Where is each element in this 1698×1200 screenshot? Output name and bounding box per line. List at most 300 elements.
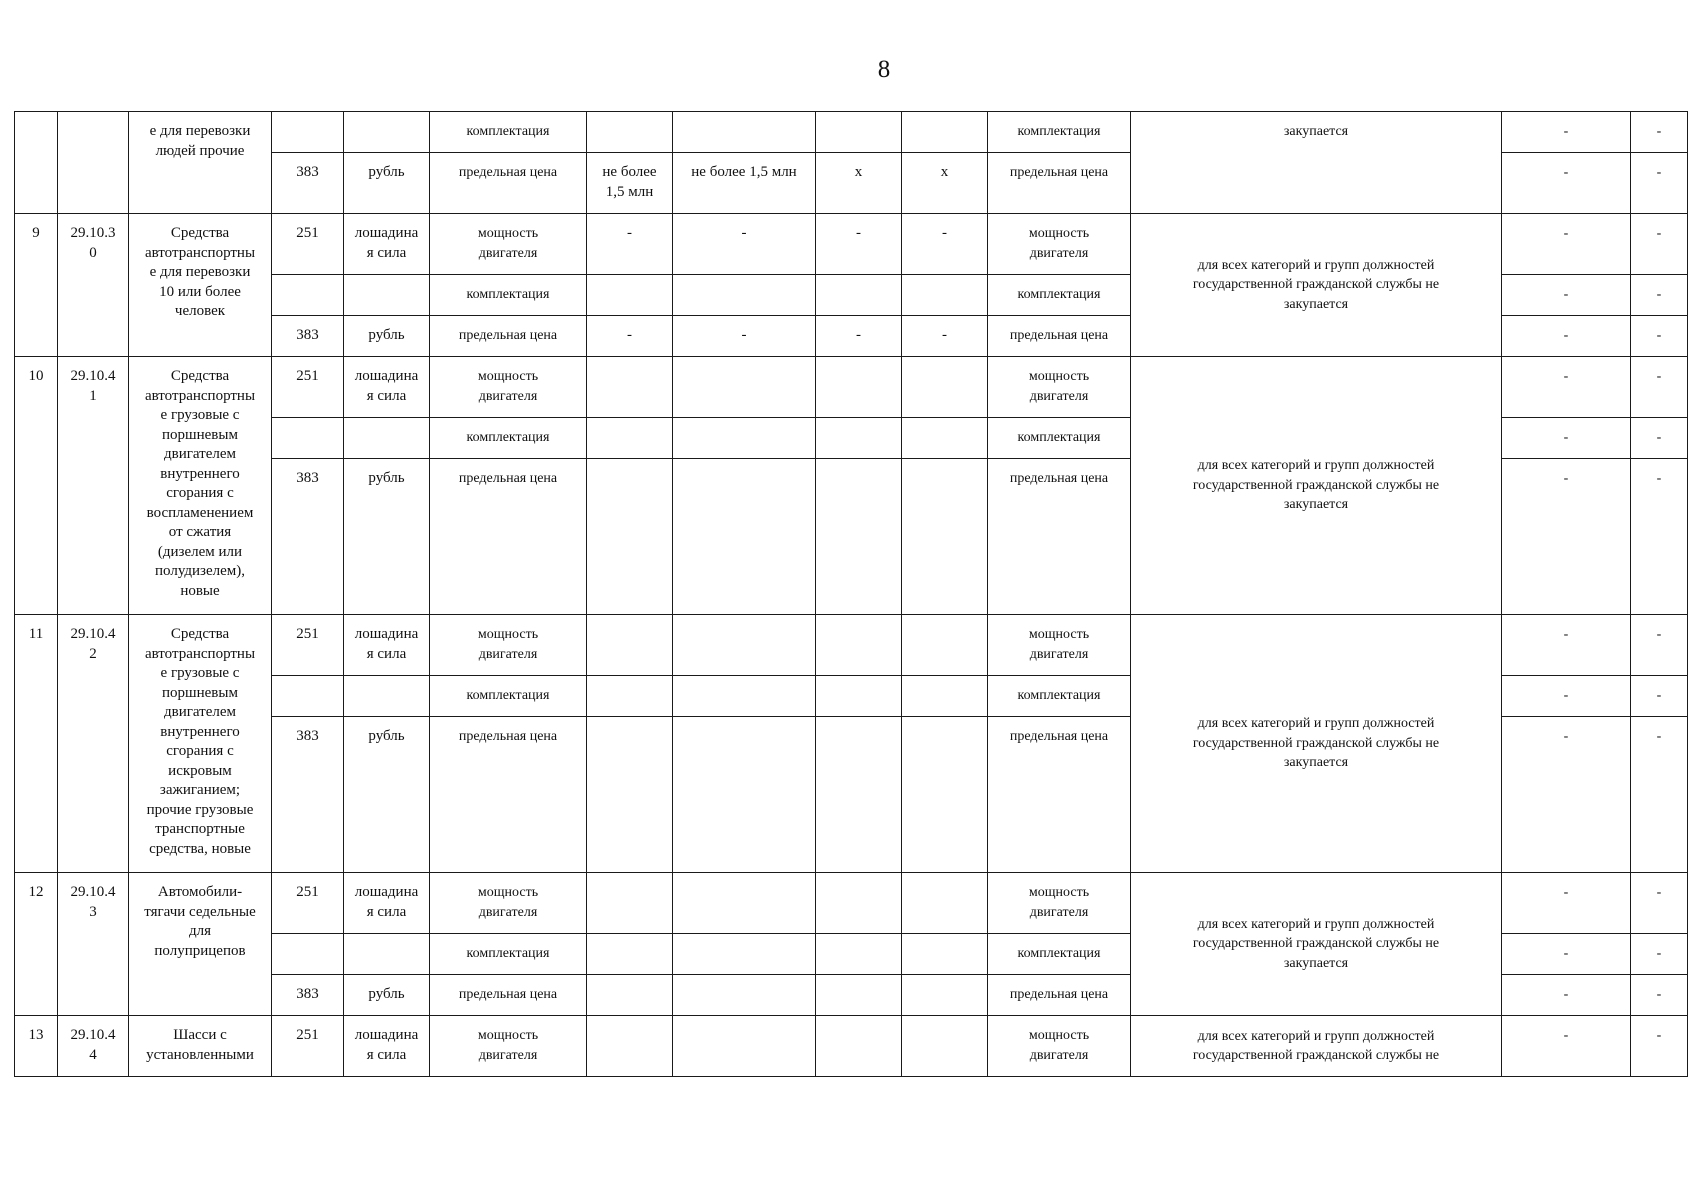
characteristic-line: двигателя (478, 646, 538, 662)
value-d (902, 934, 988, 975)
characteristic-dup-line: комплектация (1017, 688, 1101, 703)
value-a (587, 717, 673, 873)
characteristic-line: мощность (477, 885, 539, 900)
extra-value-2: - (1631, 975, 1688, 1016)
unit-name (344, 873, 430, 934)
purchase-note-line: для всех категорий и групп должностей (1197, 257, 1435, 273)
item-name-line: поршневым (162, 426, 238, 443)
okpd-code-line: 0 (89, 244, 97, 261)
okpd-code-line: 29.10.4 (70, 626, 116, 642)
item-name-line: новые (180, 582, 220, 599)
item-name-line: е для перевозки (149, 123, 251, 139)
unit-name-line: рубль (368, 164, 405, 180)
value-d: х (902, 153, 988, 214)
purchase-note-line: государственной гражданской службы не (1192, 277, 1440, 293)
value-c (816, 676, 902, 717)
purchase-note (1131, 615, 1502, 873)
purchase-note-line: государственной гражданской службы не (1192, 936, 1440, 952)
characteristic-dup (988, 934, 1131, 975)
value-b (673, 275, 816, 316)
value-d: - (902, 214, 988, 275)
extra-value-2: - (1631, 615, 1688, 676)
unit-name-line: лошадина (354, 1027, 419, 1043)
okei-code: 251 (272, 615, 344, 676)
purchase-note (1131, 112, 1502, 214)
value-b (673, 1016, 816, 1077)
item-name-line: тягачи седельные (144, 903, 256, 920)
characteristic-dup-line: комплектация (1017, 430, 1101, 445)
okei-code: 251 (272, 873, 344, 934)
item-name-line: внутреннего (160, 465, 240, 482)
value-c: х (816, 153, 902, 214)
purchase-note-line: закупается (1283, 296, 1349, 312)
characteristic-dup-line: мощность (1028, 627, 1090, 642)
value-c (816, 975, 902, 1016)
row-number: 11 (15, 615, 58, 873)
characteristic-line: предельная цена (458, 471, 558, 486)
table-row (15, 873, 1688, 934)
value-b (673, 934, 816, 975)
value-c (816, 275, 902, 316)
unit-name (344, 1016, 430, 1077)
okpd-code-line: 29.10.4 (70, 368, 116, 384)
item-name-line: поршневым (162, 684, 238, 701)
unit-name (344, 112, 430, 153)
characteristic-line: мощность (477, 1028, 539, 1043)
value-a (587, 1016, 673, 1077)
okei-code (272, 418, 344, 459)
characteristic-dup (988, 676, 1131, 717)
characteristic-line: комплектация (466, 688, 550, 703)
value-b (673, 717, 816, 873)
characteristic-dup-line: комплектация (1017, 287, 1101, 302)
extra-value-1: - (1502, 153, 1631, 214)
unit-name (344, 214, 430, 275)
purchase-note-line: для всех категорий и групп должностей (1197, 716, 1435, 732)
characteristic-dup (988, 275, 1131, 316)
value-b (673, 459, 816, 615)
unit-name-line: лошадина (354, 884, 419, 900)
characteristic (430, 676, 587, 717)
characteristic-dup-line: предельная цена (1009, 328, 1109, 343)
value-b (673, 112, 816, 153)
value-a (587, 873, 673, 934)
purchase-note-line: закупается (1283, 124, 1349, 139)
item-name-line: полуприцепов (154, 942, 246, 959)
item-name (129, 615, 272, 873)
characteristic (430, 214, 587, 275)
item-name-line: полудизелем), (155, 563, 245, 579)
table-row (15, 214, 1688, 275)
item-name-line: человек (174, 303, 226, 319)
value-d: - (902, 316, 988, 357)
okpd-code-line: 29.10.4 (70, 1027, 116, 1043)
item-name-line: для (188, 923, 212, 939)
okpd-code-line: 1 (89, 387, 97, 404)
item-name-line: Автомобили- (157, 884, 243, 900)
table-row (15, 1016, 1688, 1077)
item-name-line: Средства (170, 626, 230, 642)
value-a (587, 975, 673, 1016)
item-name (129, 357, 272, 615)
value-d (902, 717, 988, 873)
table-row (15, 357, 1688, 418)
characteristic (430, 873, 587, 934)
unit-name-line: рубль (368, 986, 405, 1002)
table-row (15, 112, 1688, 153)
characteristic-dup (988, 1016, 1131, 1077)
characteristic-line: комплектация (466, 946, 550, 961)
unit-name (344, 676, 430, 717)
extra-value-1: - (1502, 418, 1631, 459)
value-a-line: - (627, 327, 632, 343)
extra-value-1: - (1502, 316, 1631, 357)
okpd-code (58, 615, 129, 873)
characteristic (430, 717, 587, 873)
okei-code (272, 112, 344, 153)
okpd-code (58, 1016, 129, 1077)
value-c (816, 418, 902, 459)
extra-value-1: - (1502, 214, 1631, 275)
characteristic-line: комплектация (466, 287, 550, 302)
characteristic-line: комплектация (466, 430, 550, 445)
characteristic (430, 316, 587, 357)
purchase-note-line: государственной гражданской службы не (1192, 735, 1440, 751)
unit-name-line: лошадина (354, 225, 419, 241)
purchase-note-line: закупается (1283, 755, 1349, 771)
characteristic-dup (988, 357, 1131, 418)
value-d (902, 615, 988, 676)
value-c (816, 717, 902, 873)
okei-code (272, 934, 344, 975)
item-name-line: прочие грузовые (146, 801, 254, 818)
okei-code (272, 676, 344, 717)
item-name-line: людей прочие (155, 142, 245, 159)
value-c (816, 357, 902, 418)
characteristic (430, 112, 587, 153)
okpd-code-line: 29.10.4 (70, 884, 116, 900)
unit-name (344, 418, 430, 459)
characteristic (430, 1016, 587, 1077)
characteristic-dup-line: мощность (1028, 226, 1090, 241)
characteristic-dup-line: двигателя (1029, 1047, 1089, 1063)
characteristic-dup-line: предельная цена (1009, 987, 1109, 1002)
unit-name (344, 975, 430, 1016)
value-a (587, 418, 673, 459)
row-number: 12 (15, 873, 58, 1016)
item-name-line: Средства (170, 225, 230, 241)
value-d (902, 1016, 988, 1077)
item-name-line: транспортные (155, 821, 245, 837)
value-a-line: не более (602, 164, 657, 180)
item-name-line: е грузовые с (160, 665, 240, 681)
extra-value-2: - (1631, 1016, 1688, 1077)
characteristic-line: предельная цена (458, 987, 558, 1002)
extra-value-1: - (1502, 873, 1631, 934)
characteristic-line: мощность (477, 369, 539, 384)
okpd-code (58, 112, 129, 214)
characteristic-line: предельная цена (458, 328, 558, 343)
value-a-line: 1,5 млн (605, 183, 654, 200)
value-d (902, 873, 988, 934)
value-c (816, 112, 902, 153)
characteristic (430, 615, 587, 676)
characteristic-line: двигателя (478, 1047, 538, 1063)
characteristic-dup-line: мощность (1028, 885, 1090, 900)
item-name-line: е грузовые с (160, 407, 240, 423)
okei-code: 383 (272, 975, 344, 1016)
value-b: - (673, 214, 816, 275)
row-number: 10 (15, 357, 58, 615)
unit-name-line: рубль (368, 327, 405, 343)
value-a (587, 934, 673, 975)
item-name-line: е для перевозки (149, 264, 251, 280)
value-d (902, 418, 988, 459)
characteristic-dup-line: мощность (1028, 1028, 1090, 1043)
characteristic-dup (988, 717, 1131, 873)
characteristic-line: предельная цена (458, 165, 558, 180)
extra-value-2: - (1631, 112, 1688, 153)
purchase-note (1131, 1016, 1502, 1077)
characteristic-line: двигателя (478, 245, 538, 261)
okei-code: 383 (272, 316, 344, 357)
value-b (673, 873, 816, 934)
value-b (673, 975, 816, 1016)
unit-name (344, 275, 430, 316)
value-a (587, 459, 673, 615)
item-name-line: внутреннего (160, 723, 240, 740)
characteristic-dup (988, 214, 1131, 275)
unit-name-line: я сила (366, 244, 407, 261)
characteristic (430, 153, 587, 214)
characteristic-dup-line: двигателя (1029, 646, 1089, 662)
item-name (129, 214, 272, 357)
characteristic-dup (988, 112, 1131, 153)
item-name-line: воспламенением (146, 504, 254, 521)
item-name (129, 1016, 272, 1077)
characteristic-dup (988, 873, 1131, 934)
extra-value-2: - (1631, 316, 1688, 357)
okpd-code-line: 4 (89, 1046, 97, 1063)
page-number: 8 (877, 56, 891, 83)
characteristic-line: двигателя (478, 388, 538, 404)
okei-code: 251 (272, 357, 344, 418)
characteristic (430, 275, 587, 316)
item-name-line: автотранспортны (144, 387, 256, 404)
extra-value-1: - (1502, 676, 1631, 717)
value-c (816, 934, 902, 975)
extra-value-1: - (1502, 275, 1631, 316)
unit-name (344, 153, 430, 214)
purchase-note-line: для всех категорий и групп должностей (1197, 458, 1435, 474)
item-name-line: средства, новые (149, 840, 251, 857)
characteristic-dup-line: комплектация (1017, 124, 1101, 139)
value-b: не более 1,5 млн (673, 153, 816, 214)
okei-code: 251 (272, 214, 344, 275)
value-d (902, 112, 988, 153)
purchase-note-line: закупается (1283, 955, 1349, 971)
unit-name-line: я сила (366, 1046, 407, 1063)
value-c (816, 1016, 902, 1077)
characteristic-dup (988, 418, 1131, 459)
okpd-code-line: 3 (89, 903, 97, 920)
unit-name-line: я сила (366, 387, 407, 404)
value-c: - (816, 316, 902, 357)
okei-code: 383 (272, 717, 344, 873)
value-a (587, 676, 673, 717)
item-name-line: от сжатия (168, 524, 232, 540)
okei-code (272, 275, 344, 316)
characteristic-dup-line: комплектация (1017, 946, 1101, 961)
characteristic-line: комплектация (466, 124, 550, 139)
value-b (673, 418, 816, 459)
extra-value-1: - (1502, 615, 1631, 676)
purchase-note-line: государственной гражданской службы не (1192, 477, 1440, 493)
characteristic-dup (988, 459, 1131, 615)
unit-name (344, 459, 430, 615)
okei-code: 383 (272, 153, 344, 214)
item-name-line: (дизелем или (157, 543, 243, 560)
extra-value-1: - (1502, 1016, 1631, 1077)
characteristic-dup (988, 153, 1131, 214)
characteristic (430, 357, 587, 418)
okei-code: 251 (272, 1016, 344, 1077)
purchase-note (1131, 214, 1502, 357)
unit-name (344, 615, 430, 676)
value-d (902, 275, 988, 316)
okei-code: 383 (272, 459, 344, 615)
item-name-line: зажиганием; (159, 782, 241, 798)
value-d (902, 975, 988, 1016)
extra-value-1: - (1502, 112, 1631, 153)
item-name-line: 10 или более (159, 283, 241, 300)
extra-value-1: - (1502, 975, 1631, 1016)
item-name-line: сгорания с (166, 485, 234, 501)
unit-name (344, 316, 430, 357)
extra-value-1: - (1502, 934, 1631, 975)
item-name-line: двигателем (163, 446, 236, 462)
purchase-note-line: для всех категорий и групп должностей (1197, 1028, 1435, 1044)
characteristic (430, 934, 587, 975)
value-c (816, 615, 902, 676)
unit-name-line: лошадина (354, 626, 419, 642)
extra-value-2: - (1631, 275, 1688, 316)
characteristic-dup (988, 615, 1131, 676)
characteristic (430, 975, 587, 1016)
extra-value-2: - (1631, 214, 1688, 275)
unit-name (344, 717, 430, 873)
characteristic-line: мощность (477, 627, 539, 642)
item-name-line: искровым (168, 762, 232, 779)
extra-value-1: - (1502, 357, 1631, 418)
characteristic-dup (988, 316, 1131, 357)
extra-value-2: - (1631, 717, 1688, 873)
okpd-code-line: 2 (89, 645, 97, 662)
item-name-line: Шасси с (173, 1027, 227, 1043)
purchase-note-line: закупается (1283, 497, 1349, 513)
value-b (673, 357, 816, 418)
purchase-note (1131, 873, 1502, 1016)
value-c (816, 459, 902, 615)
value-b: - (673, 316, 816, 357)
okpd-code-line: 29.10.3 (70, 225, 116, 241)
row-number: 9 (15, 214, 58, 357)
characteristic-dup-line: двигателя (1029, 245, 1089, 261)
okpd-code (58, 357, 129, 615)
characteristic-dup-line: предельная цена (1009, 471, 1109, 486)
extra-value-1: - (1502, 459, 1631, 615)
value-d (902, 676, 988, 717)
unit-name (344, 357, 430, 418)
extra-value-2: - (1631, 873, 1688, 934)
extra-value-2: - (1631, 676, 1688, 717)
value-a (587, 615, 673, 676)
value-a (587, 214, 673, 275)
unit-name-line: лошадина (354, 368, 419, 384)
table-row (15, 615, 1688, 676)
value-a (587, 153, 673, 214)
characteristic-dup (988, 975, 1131, 1016)
purchase-note-line: для всех категорий и групп должностей (1197, 916, 1435, 932)
item-name (129, 112, 272, 214)
value-a (587, 112, 673, 153)
extra-value-1: - (1502, 717, 1631, 873)
value-a-line: - (627, 225, 632, 241)
item-name-line: сгорания с (166, 743, 234, 759)
characteristic (430, 418, 587, 459)
okpd-code (58, 214, 129, 357)
value-d (902, 357, 988, 418)
item-name-line: автотранспортны (144, 645, 256, 662)
characteristic-line: мощность (477, 226, 539, 241)
unit-name-line: я сила (366, 903, 407, 920)
item-name-line: автотранспортны (144, 244, 256, 261)
characteristic-line: двигателя (478, 904, 538, 920)
okpd-code (58, 873, 129, 1016)
extra-value-2: - (1631, 934, 1688, 975)
value-c (816, 873, 902, 934)
value-d (902, 459, 988, 615)
value-a (587, 275, 673, 316)
unit-name (344, 934, 430, 975)
value-b (673, 676, 816, 717)
value-b (673, 615, 816, 676)
row-number (15, 112, 58, 214)
extra-value-2: - (1631, 153, 1688, 214)
item-name-line: установленными (146, 1046, 254, 1063)
characteristic-line: предельная цена (458, 729, 558, 744)
requirements-table (14, 111, 1688, 1077)
extra-value-2: - (1631, 357, 1688, 418)
unit-name-line: рубль (368, 728, 405, 744)
unit-name-line: рубль (368, 470, 405, 486)
value-a (587, 316, 673, 357)
item-name (129, 873, 272, 1016)
unit-name-line: я сила (366, 645, 407, 662)
characteristic-dup-line: двигателя (1029, 388, 1089, 404)
value-a (587, 357, 673, 418)
row-number: 13 (15, 1016, 58, 1077)
item-name-line: двигателем (163, 704, 236, 720)
purchase-note-line: государственной гражданской службы не (1192, 1048, 1440, 1063)
characteristic (430, 459, 587, 615)
characteristic-dup-line: предельная цена (1009, 165, 1109, 180)
value-c: - (816, 214, 902, 275)
characteristic-dup-line: двигателя (1029, 904, 1089, 920)
purchase-note (1131, 357, 1502, 615)
characteristic-dup-line: мощность (1028, 369, 1090, 384)
extra-value-2: - (1631, 418, 1688, 459)
